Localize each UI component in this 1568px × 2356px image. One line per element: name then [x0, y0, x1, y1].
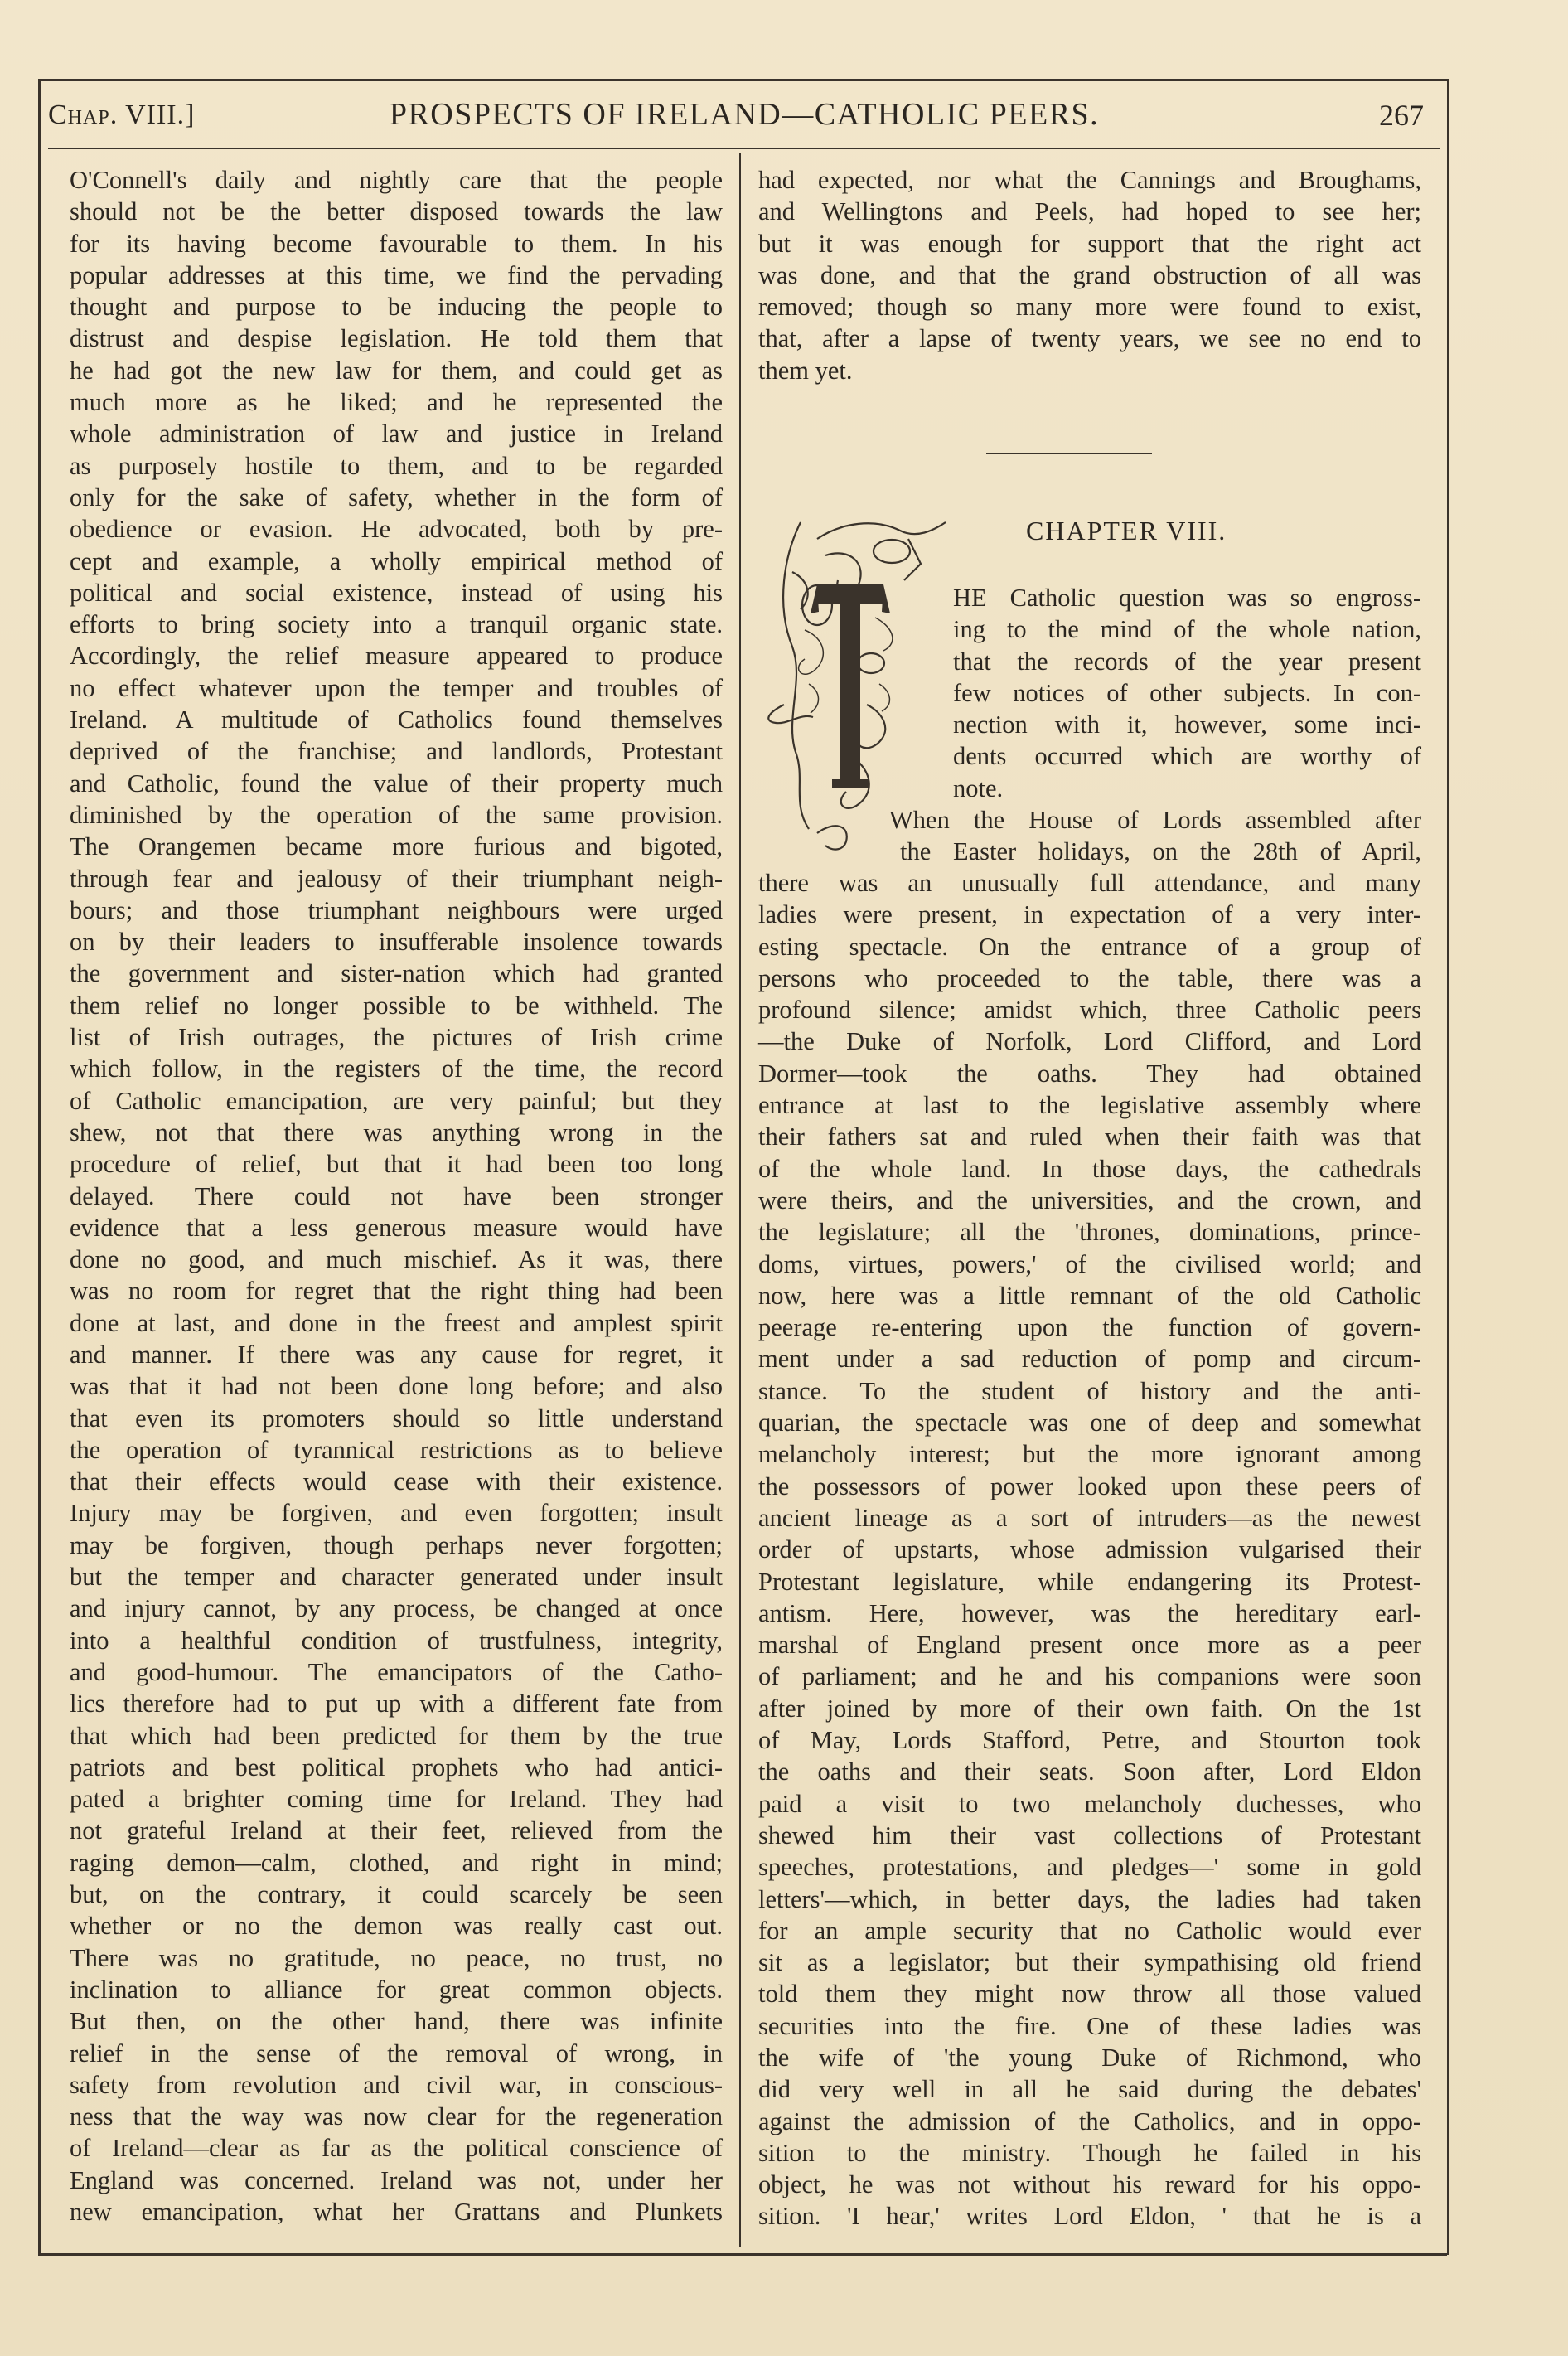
text-line: marshal of England present once more as a peer [758, 1631, 1421, 1660]
left-column [70, 164, 723, 2228]
text-line: he had got the new law for them, and could get as [70, 356, 723, 385]
text-line: cept and example, a wholly empirical method of [70, 546, 723, 575]
text-line: sit as a legislator; but their sympathising old friend [758, 1948, 1421, 1977]
text-line: Dormer—took the oaths. They had obtained [758, 1059, 1421, 1088]
text-line: stance. To the student of history and the anti- [758, 1376, 1421, 1405]
text-line: paid a visit to two melancholy duchesses, who [758, 1789, 1421, 1818]
text-line: the Easter holidays, on the 28th of April, [900, 837, 1421, 865]
text-line: for its having become favourable to them. In his [70, 229, 723, 258]
text-line: pated a brighter coming time for Ireland. They had [70, 1785, 723, 1814]
header-rule [48, 148, 1440, 149]
text-line: efforts to bring society into a tranquil organic state. [70, 610, 723, 639]
chapter-body [758, 867, 1421, 2232]
page-border-right [1447, 79, 1449, 2255]
text-line: profound silence; amidst which, three Catholic peers [758, 996, 1421, 1025]
text-line: done no good, and much mischief. As it was, there [70, 1245, 723, 1274]
text-line: entrance at last to the legislative assembly where [758, 1091, 1421, 1120]
text-line: new emancipation, what her Grattans and Plunkets [70, 2198, 723, 2226]
text-line: but it was enough for support that the right act [758, 229, 1421, 258]
text-line: doms, virtues, powers,' of the civilised world; and [758, 1249, 1421, 1278]
text-line: the wife of 'the young Duke of Richmond, who [758, 2043, 1421, 2072]
text-line: distrust and despise legislation. He told them that [70, 324, 723, 353]
text-line: as purposely hostile to them, and to be regarded [70, 451, 723, 480]
text-line: and injury cannot, by any process, be changed at once [70, 1594, 723, 1623]
text-line: Protestant legislature, while endangering its Protest- [758, 1567, 1421, 1596]
text-line: much more as he liked; and he represented the [70, 388, 723, 417]
text-line: When the House of Lords assembled after [889, 806, 1421, 834]
text-line: them relief no longer possible to be withheld. The [70, 991, 723, 1020]
text-line: and Wellingtons and Peels, had hoped to see her; [758, 197, 1421, 226]
text-line: their fathers sat and ruled when their faith was that [758, 1122, 1421, 1151]
text-line: now, here was a little remnant of the old Catholic [758, 1281, 1421, 1310]
text-line: was that it had not been done long before; and also [70, 1372, 723, 1401]
text-line: safety from revolution and civil war, in conscious- [70, 2070, 723, 2099]
text-line: of May, Lords Stafford, Petre, and Stourton took [758, 1726, 1421, 1755]
text-line: England was concerned. Ireland was not, under her [70, 2165, 723, 2194]
text-line: patriots and best political prophets who had antici- [70, 1752, 723, 1782]
text-line: securities into the fire. One of these ladies was [758, 2011, 1421, 2040]
text-line: that their effects would cease with their existence. [70, 1467, 723, 1496]
text-line: only for the sake of safety, whether in the form of [70, 482, 723, 511]
text-line: through fear and jealousy of their triumphant neigh- [70, 864, 723, 893]
text-line: popular addresses at this time, we find the pervading [70, 260, 723, 289]
text-line: into a healthful condition of trustfulness, integrity, [70, 1626, 723, 1655]
text-line: There was no gratitude, no peace, no trust, no [70, 1943, 723, 1972]
text-line: note. [953, 773, 1004, 802]
text-line: ment under a sad reduction of pomp and circum- [758, 1345, 1421, 1374]
page-border-top [38, 79, 1447, 81]
chapter-reference: Chap. VIII.] [48, 99, 196, 130]
text-line: ancient lineage as a sort of intruders—as the newest [758, 1503, 1421, 1532]
text-line: the government and sister-nation which had granted [70, 959, 723, 988]
text-line: for an ample security that no Catholic would ever [758, 1916, 1421, 1945]
text-line: Injury may be forgiven, and even forgotten; insult [70, 1499, 723, 1528]
text-line: shew, not that there was anything wrong in the [70, 1117, 723, 1146]
text-line: Ireland. A multitude of Catholics found themselves [70, 705, 723, 734]
text-line: Accordingly, the relief measure appeared to produce [70, 642, 723, 671]
text-line: speeches, protestations, and pledges—' some in gold [758, 1853, 1421, 1882]
text-line: evidence that a less generous measure would have [70, 1213, 723, 1242]
text-line: and Catholic, found the value of their property much [70, 768, 723, 797]
text-line: dents occurred which are worthy of [953, 742, 1421, 771]
right-column-top [758, 164, 1421, 386]
text-line: no effect whatever upon the temper and troubles of [70, 673, 723, 702]
text-line: list of Irish outrages, the pictures of Irish crime [70, 1023, 723, 1052]
chapter-opening-lines [953, 582, 1421, 804]
text-line: raging demon—calm, clothed, and right in mind; [70, 1848, 723, 1877]
text-line: obedience or evasion. He advocated, both by pre- [70, 515, 723, 544]
text-line: delayed. There could not have been stronger [70, 1181, 723, 1210]
text-line: ing to the mind of the whole nation, [953, 615, 1421, 644]
text-line: and manner. If there was any cause for regret, it [70, 1340, 723, 1369]
text-line: whether or no the demon was really cast out. [70, 1912, 723, 1941]
text-line: were theirs, and the universities, and the crown, and [758, 1185, 1421, 1214]
text-line: had expected, nor what the Cannings and Broughams, [758, 166, 1421, 194]
text-line: done at last, and done in the freest and amplest spirit [70, 1308, 723, 1337]
text-line: sition. 'I hear,' writes Lord Eldon, ' that he is a [758, 2202, 1421, 2231]
column-divider [739, 153, 741, 2247]
text-line: But then, on the other hand, there was infinite [70, 2007, 723, 2036]
text-line: political and social existence, instead of using his [70, 578, 723, 607]
decorated-initial-ornament [767, 506, 958, 854]
text-line: few notices of other subjects. In con- [953, 678, 1421, 707]
text-line: O'Connell's daily and nightly care that the people [70, 166, 723, 194]
page-number: 267 [1379, 99, 1424, 132]
text-line: lics therefore had to put up with a different fate from [70, 1689, 723, 1719]
text-line: which follow, in the registers of the time, the record [70, 1054, 723, 1083]
text-line: did very well in all he said during the debates' [758, 2075, 1421, 2104]
text-line: HE Catholic question was so engross- [953, 584, 1421, 612]
text-line: relief in the sense of the removal of wrong, in [70, 2038, 723, 2068]
page-heading: PROSPECTS OF IRELAND—CATHOLIC PEERS. [389, 97, 1100, 132]
text-line: against the admission of the Catholics, and in oppo- [758, 2106, 1421, 2135]
page-border-bottom [38, 2253, 1447, 2256]
text-line: may be forgiven, though perhaps never forgotten; [70, 1530, 723, 1559]
text-line: esting spectacle. On the entrance of a group of [758, 932, 1421, 961]
text-line: procedure of relief, but that it had been too long [70, 1150, 723, 1179]
text-line: peerage re-entering upon the function of govern- [758, 1313, 1421, 1342]
text-line: letters'—which, in better days, the ladies had taken [758, 1884, 1421, 1913]
text-line: of the whole land. In those days, the cathedrals [758, 1154, 1421, 1183]
text-line: the operation of tyrannical restrictions as to believe [70, 1435, 723, 1464]
text-line: was done, and that the grand obstruction of all was [758, 260, 1421, 289]
text-line: order of upstarts, whose admission vulgarised their [758, 1535, 1421, 1564]
page-border-left [38, 79, 41, 2255]
text-line: of parliament; and he and his companions were soon [758, 1662, 1421, 1691]
text-line: after joined by more of their own faith. On the 1st [758, 1694, 1421, 1723]
chapter-line-indented-2 [900, 836, 1421, 867]
text-line: diminished by the operation of the same provision. [70, 800, 723, 829]
chapter-title: CHAPTER VIII. [1026, 516, 1227, 545]
text-line: that which had been predicted for them by the true [70, 1721, 723, 1750]
text-line: but, on the contrary, it could scarcely be seen [70, 1880, 723, 1909]
text-line: nection with it, however, some inci- [953, 710, 1421, 739]
text-line: of Ireland—clear as far as the political conscience of [70, 2134, 723, 2163]
text-line: bours; and those triumphant neighbours were urged [70, 895, 723, 924]
text-line: was no room for regret that the right thing had been [70, 1277, 723, 1306]
text-line: there was an unusually full attendance, and many [758, 869, 1421, 897]
section-rule [986, 453, 1152, 454]
running-head [48, 93, 1440, 143]
text-line: The Orangemen became more furious and bigoted, [70, 832, 723, 861]
text-line: deprived of the franchise; and landlords, Protestant [70, 737, 723, 766]
text-line: told them they might now throw all those valued [758, 1980, 1421, 2009]
text-line: persons who proceeded to the table, there was a [758, 963, 1421, 992]
text-line: not grateful Ireland at their feet, relieved from the [70, 1816, 723, 1845]
text-line: removed; though so many more were found to exist, [758, 293, 1421, 322]
text-line: on by their leaders to insufferable insolence towards [70, 928, 723, 957]
text-line: ness that the way was now clear for the regeneration [70, 2102, 723, 2131]
text-line: antism. Here, however, was the hereditary earl- [758, 1598, 1421, 1627]
text-line: them yet. [758, 356, 853, 385]
text-line: but the temper and character generated under insult [70, 1563, 723, 1592]
text-line: shewed him their vast collections of Protestant [758, 1820, 1421, 1849]
text-line: the possessors of power looked upon these peers of [758, 1471, 1421, 1500]
text-line: that the records of the year present [953, 647, 1421, 676]
text-line: the legislature; all the 'thrones, dominations, prince- [758, 1218, 1421, 1247]
text-line: ladies were present, in expectation of a very inter- [758, 900, 1421, 929]
text-line: inclination to alliance for great common objects. [70, 1975, 723, 2004]
text-line: should not be the better disposed towards the law [70, 197, 723, 226]
chapter-line-indented-1 [889, 804, 1421, 836]
text-line: of Catholic emancipation, are very painful; but they [70, 1086, 723, 1115]
text-line: that even its promoters should so little understand [70, 1403, 723, 1433]
text-line: —the Duke of Norfolk, Lord Clifford, and Lord [758, 1027, 1421, 1056]
text-line: sition to the ministry. Though he failed in his [758, 2138, 1421, 2167]
text-line: whole administration of law and justice in Ireland [70, 419, 723, 448]
floral-initial-icon [767, 506, 958, 854]
text-line: the oaths and their seats. Soon after, Lord Eldon [758, 1757, 1421, 1786]
text-line: and good-humour. The emancipators of the Catho- [70, 1657, 723, 1686]
text-line: quarian, the spectacle was one of deep and somewhat [758, 1408, 1421, 1437]
text-line: melancholy interest; but the more ignorant among [758, 1440, 1421, 1469]
text-line: that, after a lapse of twenty years, we see no end to [758, 324, 1421, 353]
text-line: thought and purpose to be inducing the people to [70, 293, 723, 322]
text-line: object, he was not without his reward for his oppo- [758, 2170, 1421, 2199]
